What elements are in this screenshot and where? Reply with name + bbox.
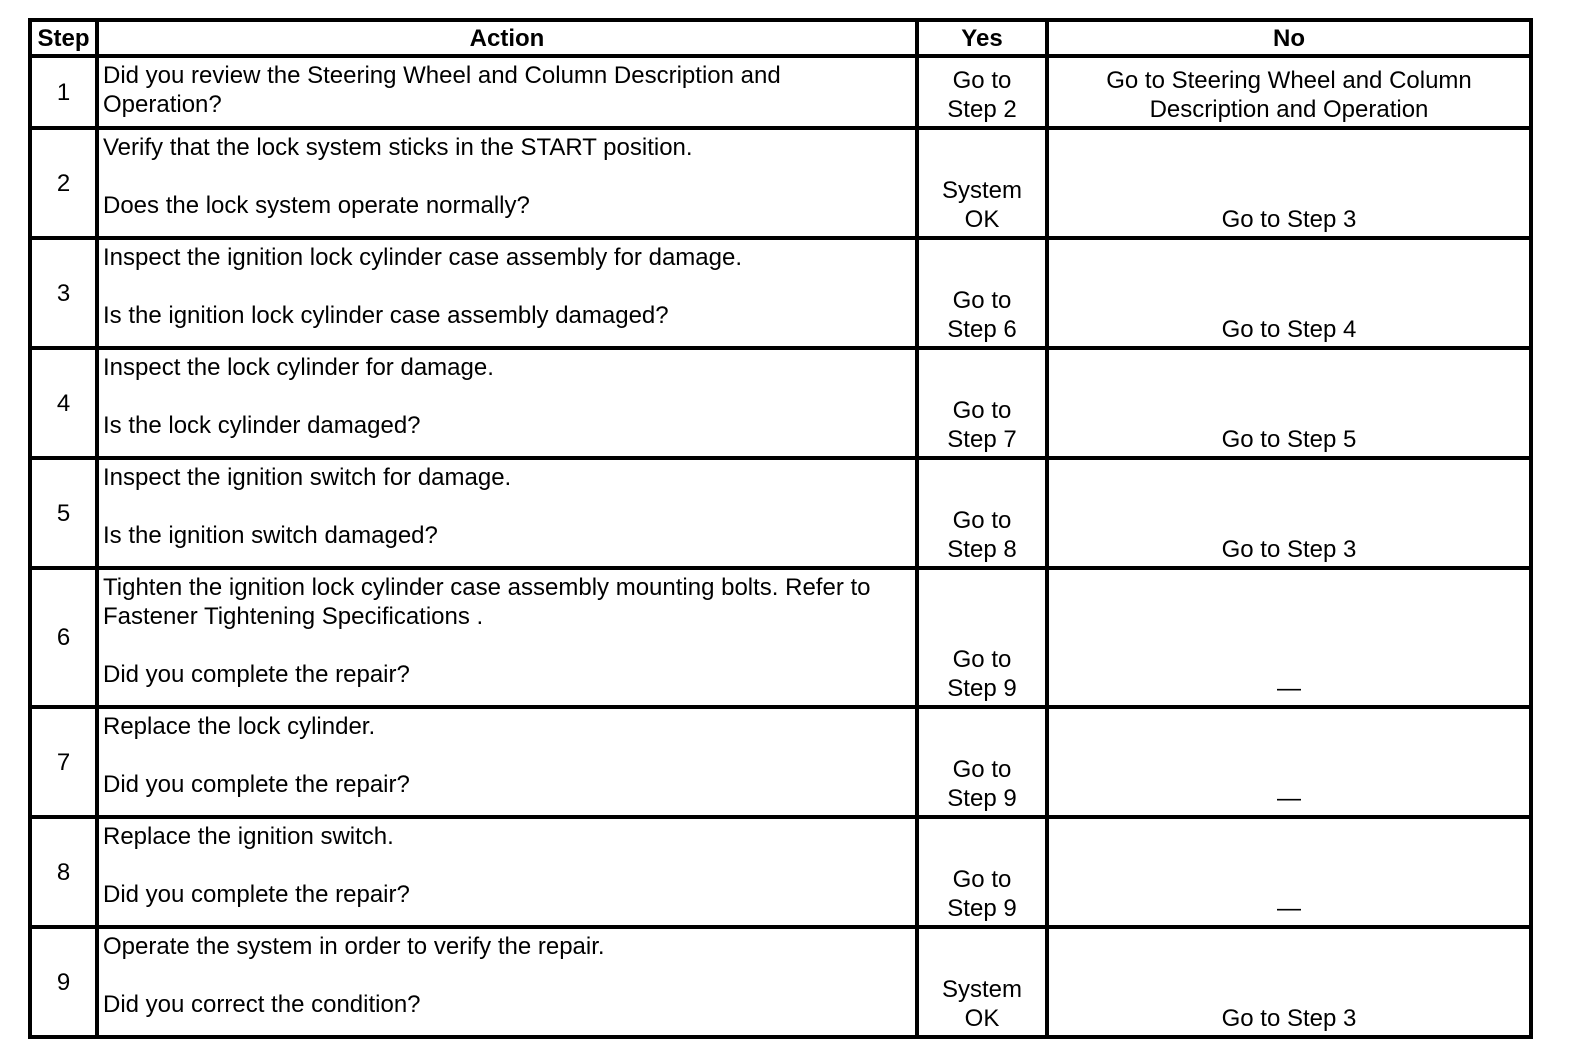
yes-cell bbox=[917, 817, 1047, 927]
action-line: Tighten the ignition lock cylinder case assembly mounting bolts. Refer to bbox=[103, 574, 871, 601]
yes-cell bbox=[917, 568, 1047, 707]
table-row bbox=[30, 348, 1531, 458]
yes-cell bbox=[917, 707, 1047, 817]
action-question: Is the ignition lock cylinder case assembly damaged? bbox=[103, 302, 669, 329]
spacer bbox=[103, 631, 909, 660]
action-cell bbox=[97, 817, 917, 927]
no-dash: — bbox=[1277, 785, 1301, 812]
yes-cell bbox=[917, 128, 1047, 238]
no-cell bbox=[1047, 458, 1531, 568]
yes-line: Step 9 bbox=[947, 895, 1017, 922]
header-action: Action bbox=[97, 20, 917, 56]
yes-line: Go to bbox=[952, 67, 1012, 94]
no-line: Go to Step 3 bbox=[1221, 1005, 1357, 1032]
no-line: Description and Operation bbox=[1149, 96, 1429, 123]
action-question: Did you complete the repair? bbox=[103, 661, 410, 688]
action-cell bbox=[97, 458, 917, 568]
yes-line: Go to bbox=[952, 646, 1012, 673]
action-line: Inspect the ignition lock cylinder case assembly for damage. bbox=[103, 244, 742, 271]
yes-line: Step 9 bbox=[947, 785, 1017, 812]
spacer bbox=[103, 272, 909, 301]
yes-cell bbox=[917, 56, 1047, 128]
yes-line: Go to bbox=[952, 756, 1012, 783]
yes-cell bbox=[917, 348, 1047, 458]
no-cell bbox=[1047, 817, 1531, 927]
yes-line: Go to bbox=[952, 287, 1012, 314]
table-row bbox=[30, 56, 1531, 128]
spacer bbox=[103, 851, 909, 880]
table-row bbox=[30, 817, 1531, 927]
action-cell bbox=[97, 568, 917, 707]
table-row bbox=[30, 238, 1531, 348]
action-line: Verify that the lock system sticks in the START position. bbox=[103, 134, 693, 161]
step-number: 5 bbox=[30, 458, 97, 568]
yes-cell bbox=[917, 927, 1047, 1037]
step-number: 9 bbox=[30, 927, 97, 1037]
yes-line: System bbox=[941, 976, 1022, 1003]
yes-line: OK bbox=[964, 206, 1000, 233]
no-cell bbox=[1047, 348, 1531, 458]
action-line: Inspect the ignition switch for damage. bbox=[103, 464, 512, 491]
step-number: 6 bbox=[30, 568, 97, 707]
header-no: No bbox=[1047, 20, 1531, 56]
action-line: Replace the ignition switch. bbox=[103, 823, 394, 850]
yes-line: Step 6 bbox=[947, 316, 1017, 343]
step-number: 2 bbox=[30, 128, 97, 238]
no-line: Go to Step 3 bbox=[1221, 536, 1357, 563]
step-number: 8 bbox=[30, 817, 97, 927]
yes-line: Step 7 bbox=[947, 426, 1017, 453]
yes-line: Step 2 bbox=[947, 96, 1017, 123]
yes-line: Go to bbox=[952, 507, 1012, 534]
action-line: Did you review the Steering Wheel and Column Description and bbox=[103, 62, 781, 89]
no-line: Go to Step 5 bbox=[1221, 426, 1357, 453]
spacer bbox=[103, 492, 909, 521]
action-cell bbox=[97, 128, 917, 238]
header-step: Step bbox=[30, 20, 97, 56]
header-yes: Yes bbox=[917, 20, 1047, 56]
spacer bbox=[103, 961, 909, 990]
action-question: Did you complete the repair? bbox=[103, 881, 410, 908]
yes-line: System bbox=[941, 177, 1022, 204]
step-number: 7 bbox=[30, 707, 97, 817]
spacer bbox=[103, 741, 909, 770]
yes-line: Step 8 bbox=[947, 536, 1017, 563]
no-cell bbox=[1047, 56, 1531, 128]
action-line: Operate the system in order to verify the repair. bbox=[103, 933, 605, 960]
no-cell bbox=[1047, 707, 1531, 817]
yes-cell bbox=[917, 458, 1047, 568]
no-dash: — bbox=[1277, 675, 1301, 702]
action-question: Does the lock system operate normally? bbox=[103, 192, 530, 219]
action-question: Did you complete the repair? bbox=[103, 771, 410, 798]
step-number: 4 bbox=[30, 348, 97, 458]
yes-cell bbox=[917, 238, 1047, 348]
no-line: Go to Step 3 bbox=[1221, 206, 1357, 233]
yes-line: Go to bbox=[952, 397, 1012, 424]
action-line: Inspect the lock cylinder for damage. bbox=[103, 354, 494, 381]
no-line: Go to Steering Wheel and Column bbox=[1106, 67, 1472, 94]
yes-line: OK bbox=[964, 1005, 1000, 1032]
action-line: Operation? bbox=[103, 91, 222, 118]
action-cell bbox=[97, 238, 917, 348]
table-row bbox=[30, 568, 1531, 707]
table-row bbox=[30, 707, 1531, 817]
yes-line: Go to bbox=[952, 866, 1012, 893]
no-cell bbox=[1047, 927, 1531, 1037]
action-cell bbox=[97, 348, 917, 458]
table-header bbox=[30, 20, 1531, 56]
table-body bbox=[30, 56, 1531, 1037]
no-cell bbox=[1047, 238, 1531, 348]
no-cell bbox=[1047, 568, 1531, 707]
table-row bbox=[30, 458, 1531, 568]
action-line: Fastener Tightening Specifications . bbox=[103, 603, 484, 630]
action-question: Is the lock cylinder damaged? bbox=[103, 412, 421, 439]
action-cell bbox=[97, 56, 917, 128]
action-cell bbox=[97, 927, 917, 1037]
action-cell bbox=[97, 707, 917, 817]
action-line: Replace the lock cylinder. bbox=[103, 713, 376, 740]
step-number: 1 bbox=[30, 56, 97, 128]
step-number: 3 bbox=[30, 238, 97, 348]
no-line: Go to Step 4 bbox=[1221, 316, 1357, 343]
diagnostic-table bbox=[28, 18, 1533, 1039]
action-question: Is the ignition switch damaged? bbox=[103, 522, 438, 549]
no-cell bbox=[1047, 128, 1531, 238]
table-row bbox=[30, 128, 1531, 238]
no-dash: — bbox=[1277, 895, 1301, 922]
action-question: Did you correct the condition? bbox=[103, 991, 421, 1018]
table-row bbox=[30, 927, 1531, 1037]
spacer bbox=[103, 382, 909, 411]
header-row bbox=[30, 20, 1531, 56]
spacer bbox=[103, 162, 909, 191]
yes-line: Step 9 bbox=[947, 675, 1017, 702]
